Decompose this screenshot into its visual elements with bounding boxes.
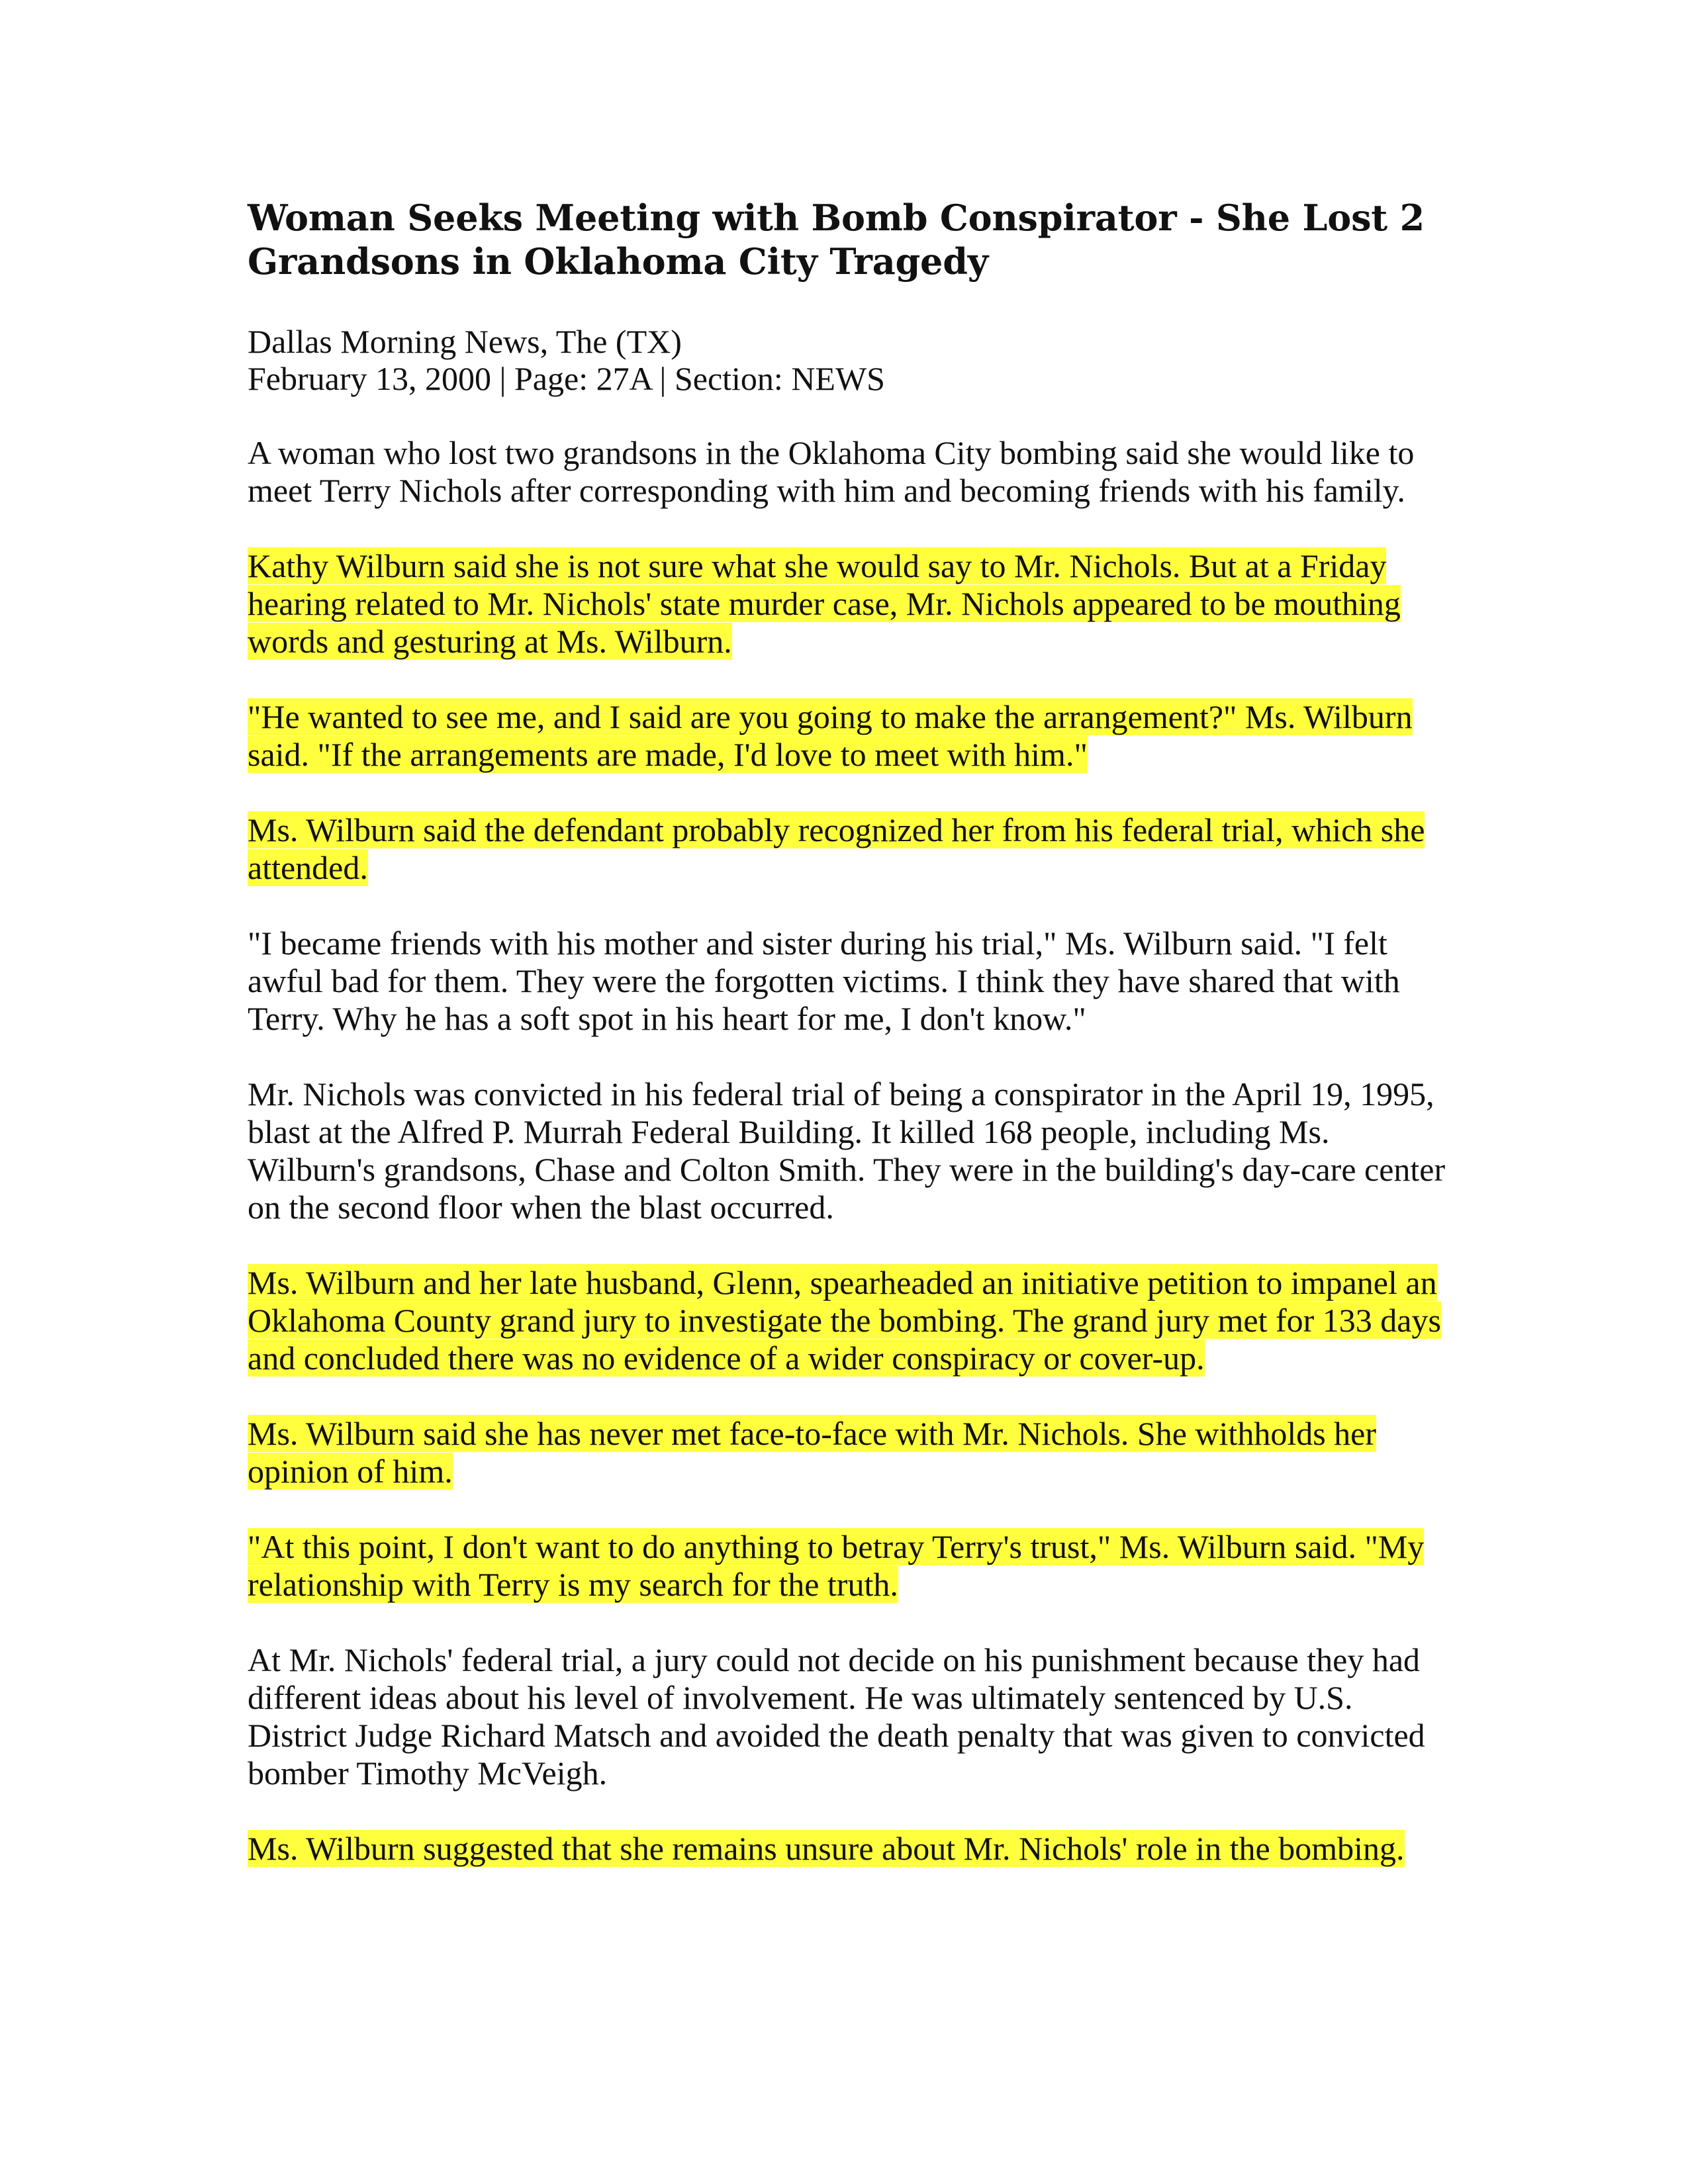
paragraph-text: A woman who lost two grandsons in the Oklahoma City bombing said she would like to meet Terry Nichols after corresponding with him and becoming friends with his family. — [248, 434, 1415, 509]
article-source — [248, 323, 1452, 397]
paragraph — [248, 1415, 1452, 1490]
paragraph — [248, 1830, 1452, 1868]
article-body — [248, 434, 1452, 1868]
paragraph — [248, 811, 1452, 887]
paragraph — [248, 547, 1452, 660]
paragraph — [248, 1075, 1452, 1226]
article-page — [248, 196, 1452, 1905]
highlighted-paragraph-text: Kathy Wilburn said she is not sure what she would say to Mr. Nichols. But at a Friday hearing related to Mr. Nichols' state murder case, Mr. Nichols appeared to be mouthing words and gesturing at Ms. Wilburn. — [248, 547, 1401, 660]
paragraph-text: "I became friends with his mother and sister during his trial," Ms. Wilburn said. "I felt awful bad for them. They were the forgotten victims. I think they have shared that with Terry. Why he has a soft spot in his heart for me, I don't know." — [248, 925, 1400, 1037]
highlighted-paragraph-text: "He wanted to see me, and I said are you going to make the arrangement?" Ms. Wilburn said. "If the arrangements are made, I'd love to meet with him." — [248, 698, 1413, 773]
paragraph — [248, 1528, 1452, 1604]
highlighted-paragraph-text: "At this point, I don't want to do anything to betray Terry's trust," Ms. Wilburn said. "My relationship with Terry is my search for the truth. — [248, 1528, 1425, 1603]
article-title: Woman Seeks Meeting with Bomb Conspirator - She Lost 2 Grandsons in Oklahoma City Tragedy — [248, 197, 1425, 283]
paragraph — [248, 1641, 1452, 1792]
paragraph — [248, 698, 1452, 774]
paragraph — [248, 925, 1452, 1038]
highlighted-paragraph-text: Ms. Wilburn suggested that she remains unsure about Mr. Nichols' role in the bombing. — [248, 1830, 1405, 1867]
paragraph — [248, 434, 1452, 510]
publication-name: Dallas Morning News, The (TX) — [248, 323, 682, 360]
highlighted-paragraph-text: Ms. Wilburn and her late husband, Glenn, spearheaded an initiative petition to impanel an Oklahoma County grand jury to investigate the bombing. The grand jury met for 133 days and concluded there was no evidence of a wider conspiracy or cover-up. — [248, 1264, 1441, 1377]
paragraph-text: Mr. Nichols was convicted in his federal trial of being a conspirator in the April 19, 1995, blast at the Alfred P. Murrah Federal Building. It killed 168 people, including Ms. Wilburn's grandsons, Chase and Colton Smith. They were in the building's day-care center on the second floor when the blast occurred. — [248, 1075, 1446, 1226]
highlighted-paragraph-text: Ms. Wilburn said she has never met face-to-face with Mr. Nichols. She withholds her opinion of him. — [248, 1415, 1377, 1490]
paragraph — [248, 1264, 1452, 1377]
highlighted-paragraph-text: Ms. Wilburn said the defendant probably recognized her from his federal trial, which she attended. — [248, 811, 1425, 886]
paragraph-text: At Mr. Nichols' federal trial, a jury could not decide on his punishment because they had different ideas about his level of involvement. He was ultimately sentenced by U.S. District Judge Richard Matsch and avoided the death penalty that was given to convicted bomber Timothy McVeigh. — [248, 1641, 1425, 1792]
article-dateline: February 13, 2000 | Page: 27A | Section: NEWS — [248, 360, 885, 397]
